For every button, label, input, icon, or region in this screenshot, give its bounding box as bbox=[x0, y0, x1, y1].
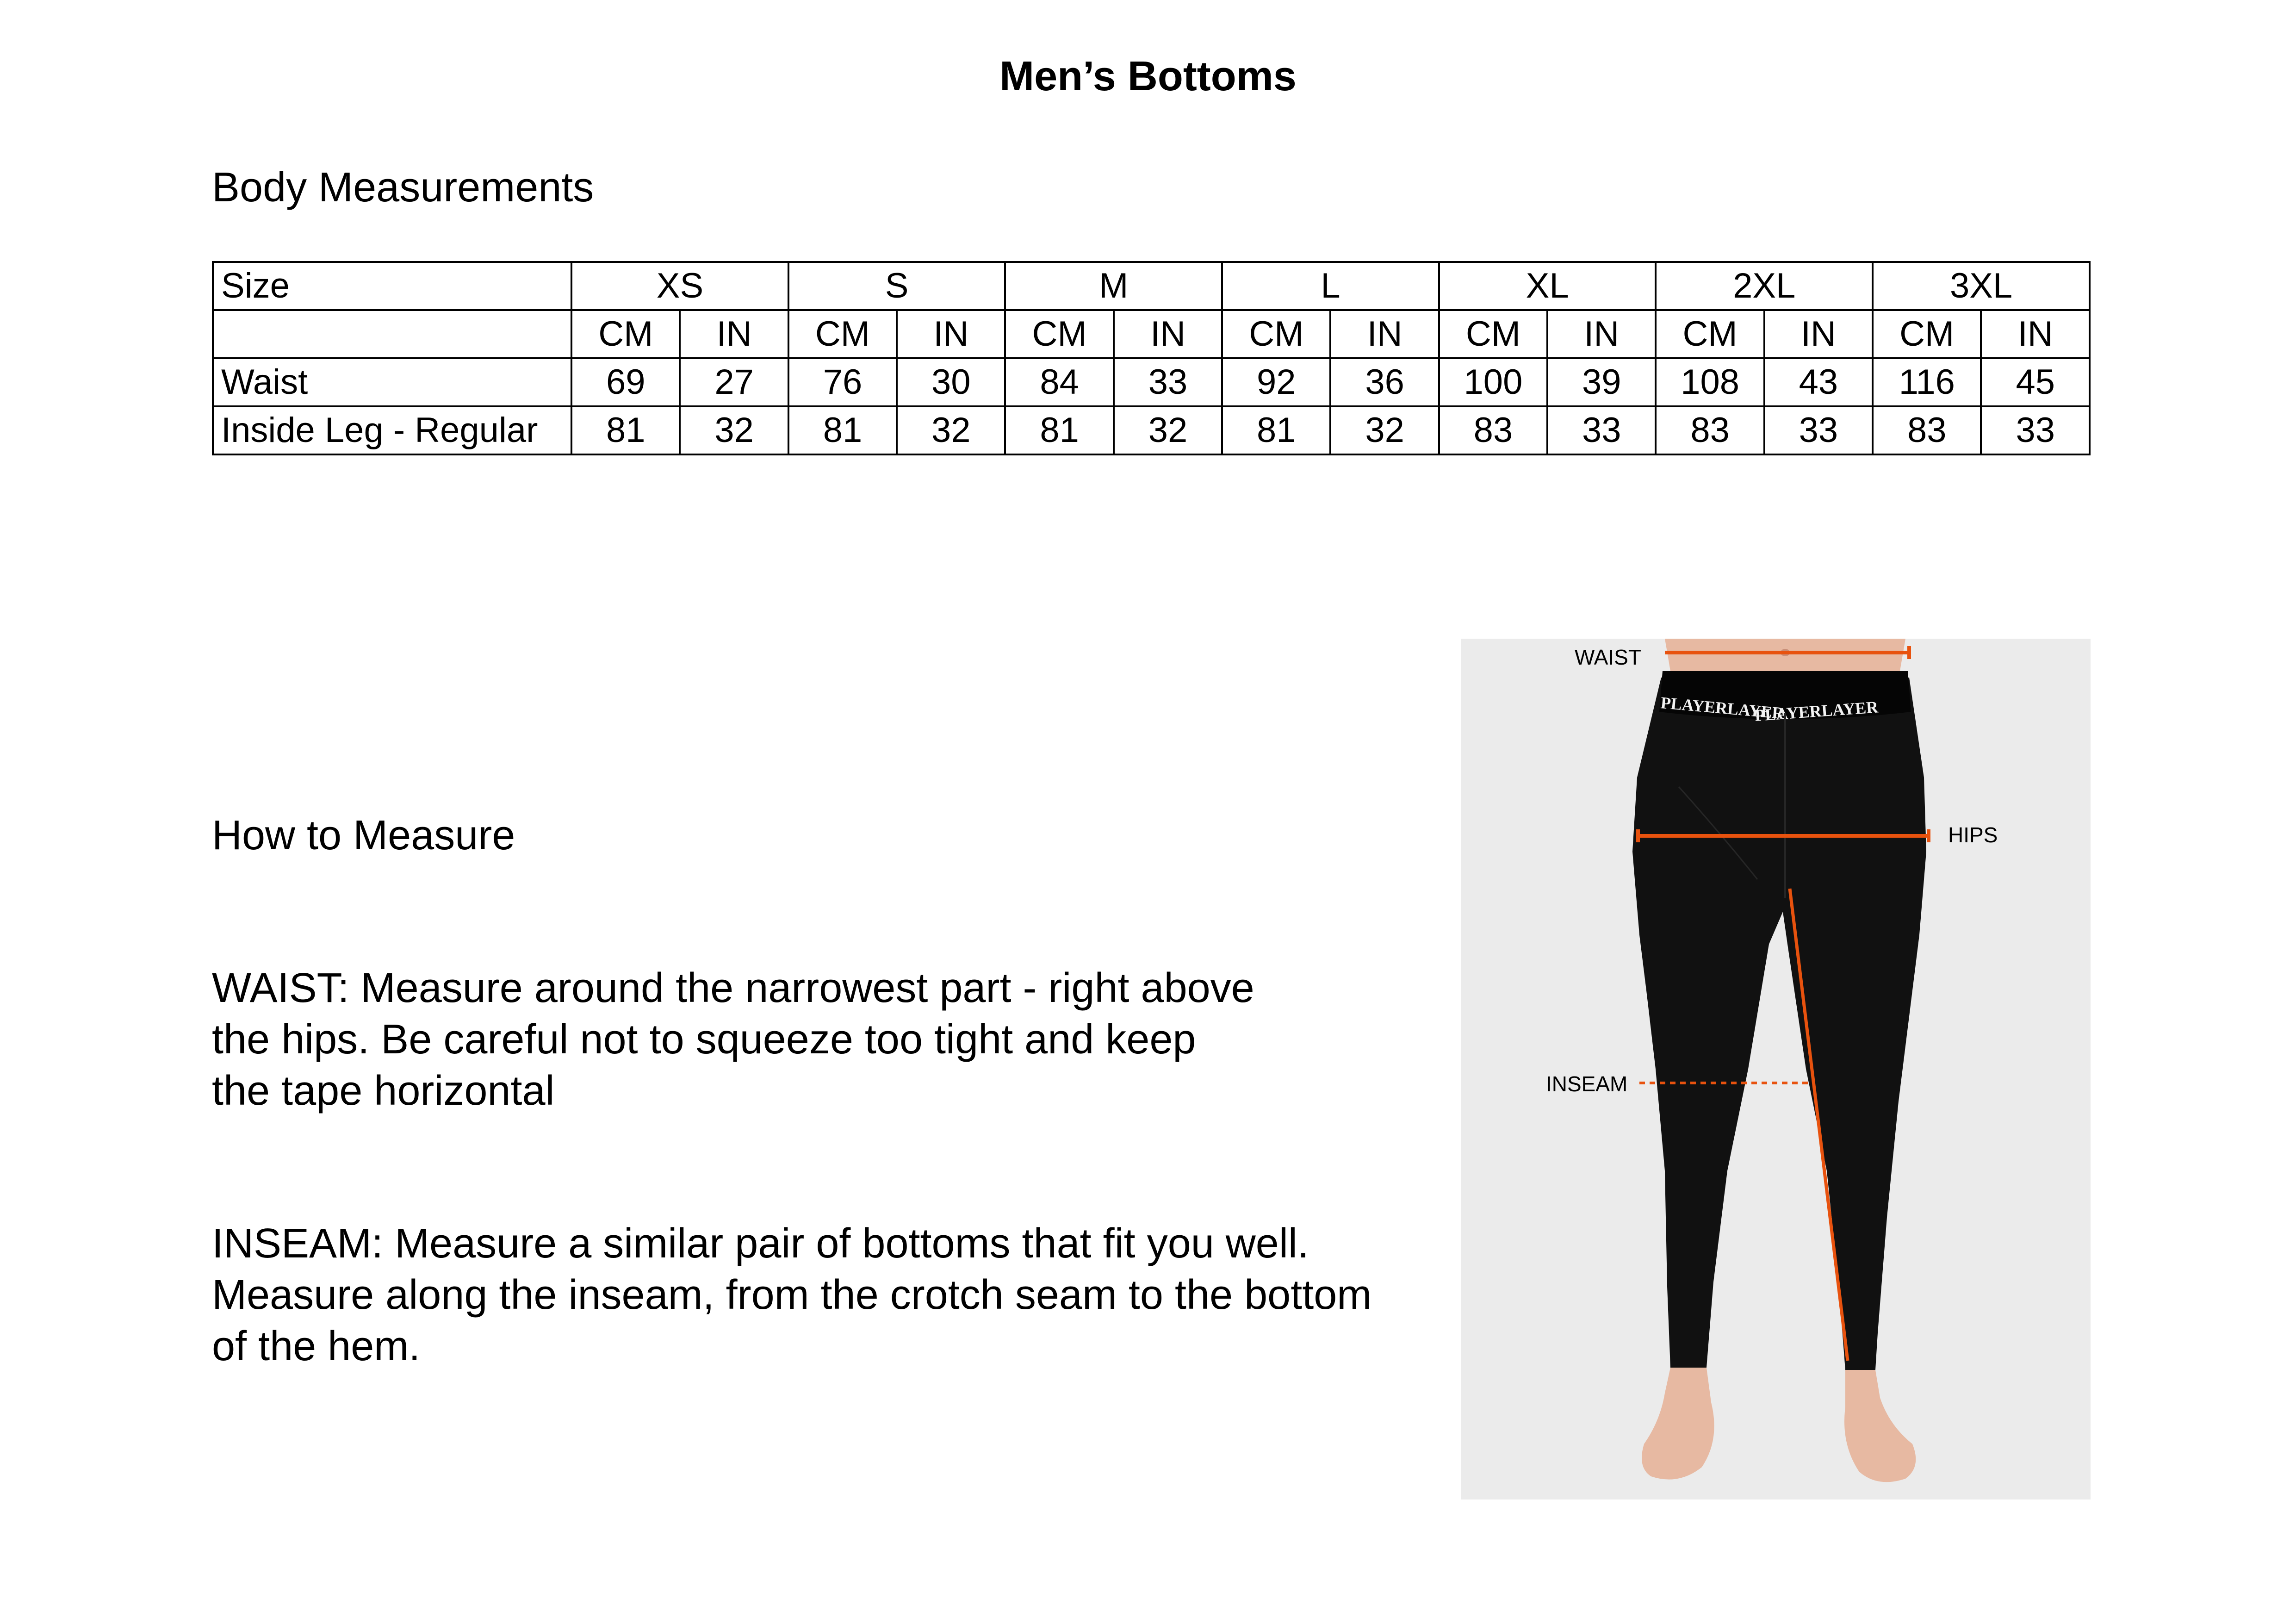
unit-in-header: IN bbox=[1330, 310, 1439, 358]
size-header-row bbox=[213, 262, 2090, 310]
waist-row bbox=[213, 358, 2090, 406]
waist-row-label: Waist bbox=[213, 358, 571, 406]
unit-cm-header: CM bbox=[1222, 310, 1330, 358]
unit-in-header: IN bbox=[1547, 310, 1656, 358]
size-chart-table bbox=[212, 261, 2091, 455]
leg-s-in: 32 bbox=[897, 406, 1005, 454]
unit-header-row bbox=[213, 310, 2090, 358]
leg-2xl-in: 33 bbox=[1764, 406, 1873, 454]
unit-cm-header: CM bbox=[788, 310, 897, 358]
waist-l-in: 36 bbox=[1330, 358, 1439, 406]
inside-leg-row bbox=[213, 406, 2090, 454]
leg-xs-in: 32 bbox=[680, 406, 788, 454]
waist-m-cm: 84 bbox=[1005, 358, 1113, 406]
size-xs-header: XS bbox=[571, 262, 788, 310]
size-m-header: M bbox=[1005, 262, 1222, 310]
waist-s-in: 30 bbox=[897, 358, 1005, 406]
measurement-diagram-photo bbox=[1461, 639, 2091, 1500]
waist-2xl-cm: 108 bbox=[1656, 358, 1764, 406]
waistband-text-center: PLAYERLAYER bbox=[1754, 697, 1879, 725]
waistband-text-left: PLAYERLAYER bbox=[1660, 693, 1785, 723]
inside-leg-row-label: Inside Leg - Regular bbox=[213, 406, 571, 454]
waist-instruction-line: the hips. Be careful not to squeeze too tight and keep bbox=[212, 1016, 1196, 1063]
how-to-measure-heading: How to Measure bbox=[212, 812, 515, 859]
size-label-cell: Size bbox=[213, 262, 571, 310]
unit-in-header: IN bbox=[1764, 310, 1873, 358]
page-title: Men’s Bottoms bbox=[999, 53, 1297, 100]
leg-m-cm: 81 bbox=[1005, 406, 1113, 454]
unit-cm-header: CM bbox=[1439, 310, 1547, 358]
leg-s-cm: 81 bbox=[788, 406, 897, 454]
leg-l-in: 32 bbox=[1330, 406, 1439, 454]
waist-xl-cm: 100 bbox=[1439, 358, 1547, 406]
unit-cm-header: CM bbox=[1873, 310, 1981, 358]
waist-label: WAIST bbox=[1575, 645, 1641, 669]
leg-xl-cm: 83 bbox=[1439, 406, 1547, 454]
inseam-instruction-line: of the hem. bbox=[212, 1323, 421, 1369]
size-xl-header: XL bbox=[1439, 262, 1656, 310]
leg-2xl-cm: 83 bbox=[1656, 406, 1764, 454]
waist-3xl-in: 45 bbox=[1981, 358, 2090, 406]
waist-3xl-cm: 116 bbox=[1873, 358, 1981, 406]
inseam-instruction-line: Measure along the inseam, from the crotch seam to the bottom bbox=[212, 1272, 1372, 1318]
waist-xs-in: 27 bbox=[680, 358, 788, 406]
inseam-instruction-line: INSEAM: Measure a similar pair of bottoms that fit you well. bbox=[212, 1220, 1309, 1267]
leg-3xl-in: 33 bbox=[1981, 406, 2090, 454]
unit-in-header: IN bbox=[897, 310, 1005, 358]
waist-s-cm: 76 bbox=[788, 358, 897, 406]
inseam-instructions bbox=[212, 1218, 1433, 1372]
waist-instruction-line: the tape horizontal bbox=[212, 1068, 555, 1114]
leg-xs-cm: 81 bbox=[571, 406, 680, 454]
unit-in-header: IN bbox=[680, 310, 788, 358]
leg-3xl-cm: 83 bbox=[1873, 406, 1981, 454]
leg-xl-in: 33 bbox=[1547, 406, 1656, 454]
waist-m-in: 33 bbox=[1114, 358, 1222, 406]
waist-instruction-line: WAIST: Measure around the narrowest part - right above bbox=[212, 965, 1254, 1011]
waist-l-cm: 92 bbox=[1222, 358, 1330, 406]
empty-unit-label-cell bbox=[213, 310, 571, 358]
waist-xs-cm: 69 bbox=[571, 358, 680, 406]
waist-instructions bbox=[212, 963, 1433, 1117]
waist-xl-in: 39 bbox=[1547, 358, 1656, 406]
unit-cm-header: CM bbox=[1005, 310, 1113, 358]
size-l-header: L bbox=[1222, 262, 1439, 310]
unit-cm-header: CM bbox=[1656, 310, 1764, 358]
waist-2xl-in: 43 bbox=[1764, 358, 1873, 406]
size-2xl-header: 2XL bbox=[1656, 262, 1873, 310]
leg-m-in: 32 bbox=[1114, 406, 1222, 454]
leg-l-cm: 81 bbox=[1222, 406, 1330, 454]
size-s-header: S bbox=[788, 262, 1005, 310]
unit-in-header: IN bbox=[1114, 310, 1222, 358]
body-measurements-heading: Body Measurements bbox=[212, 164, 594, 211]
unit-cm-header: CM bbox=[571, 310, 680, 358]
hips-label: HIPS bbox=[1948, 823, 1998, 847]
inseam-label: INSEAM bbox=[1546, 1072, 1628, 1096]
size-3xl-header: 3XL bbox=[1873, 262, 2090, 310]
unit-in-header: IN bbox=[1981, 310, 2090, 358]
